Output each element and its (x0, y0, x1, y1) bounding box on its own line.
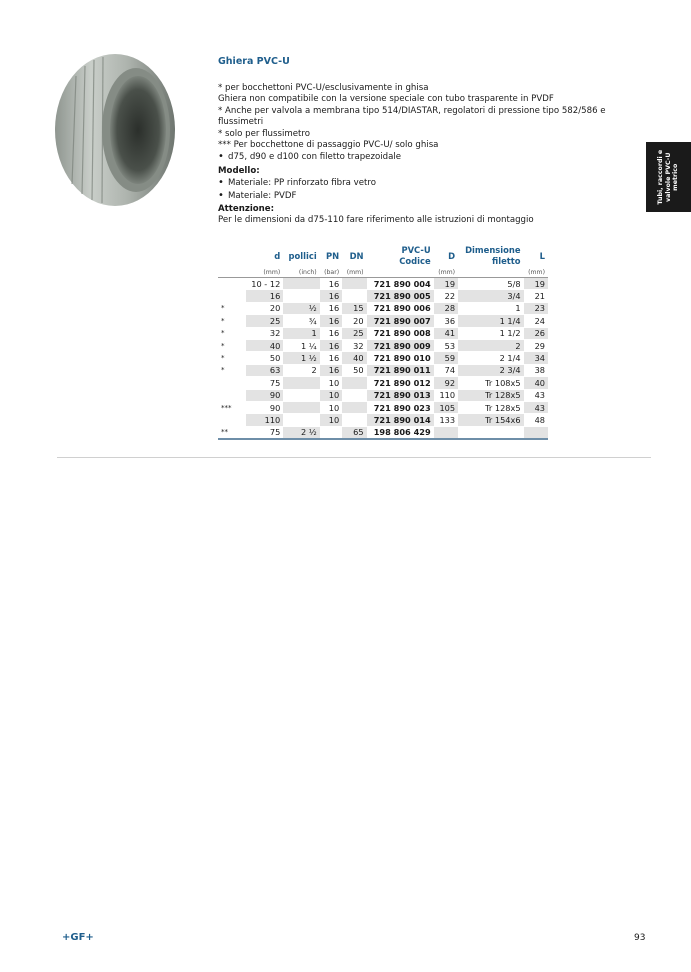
cell-code: 198 806 429 (373, 427, 431, 438)
attention-text: Per le dimensioni da d75-110 fare riferimento alle istruzioni di montaggio (218, 215, 534, 226)
cell-mark (218, 278, 246, 290)
cell-d: 50 (269, 353, 281, 364)
cell-inch (283, 278, 319, 290)
cell-d: 90 (269, 402, 281, 413)
cell-D: 22 (444, 291, 456, 302)
cell-L: 34 (524, 352, 548, 364)
cell-D: 110 (439, 390, 456, 401)
cell-inch: ½ (283, 302, 319, 314)
cell-thread: 2 3/4 (458, 364, 523, 376)
cell-code: 721 890 009 (367, 339, 434, 351)
spec-table (218, 245, 548, 440)
cell-dn (342, 401, 366, 413)
cell-dn: 25 (342, 327, 366, 339)
cell-pn: 16 (328, 278, 340, 289)
cell-dn (342, 389, 366, 401)
cell-dn: 65 (342, 426, 366, 439)
product-title: Ghiera PVC-U (218, 56, 290, 67)
cell-thread: 1 1/4 (458, 315, 523, 327)
cell-thread: 1 1/2 (499, 328, 521, 339)
cell-thread: 2 1/4 (499, 353, 521, 364)
cell-thread: 3/4 (458, 290, 523, 302)
cell-mark: *** (221, 403, 232, 412)
cell-code: 721 890 008 (373, 328, 431, 339)
cell-d: 90 (246, 389, 283, 401)
cell-dn: 32 (353, 340, 364, 351)
cell-dn: 15 (342, 302, 366, 314)
cell-inch (283, 414, 319, 426)
col-L: L (539, 251, 545, 261)
cell-D: 74 (444, 365, 456, 376)
cell-d: 40 (246, 339, 283, 351)
cell-mark (218, 377, 246, 389)
cell-pn: 16 (320, 290, 342, 302)
cell-mark: * (221, 316, 225, 325)
cell-d: 32 (269, 328, 281, 339)
table-row (218, 401, 548, 413)
cell-inch (283, 290, 319, 302)
unit: (mm) (346, 268, 364, 276)
col-d: d (274, 251, 281, 261)
note-line: *** Per bocchettone di passaggio PVC-U/ solo ghisa (218, 140, 439, 151)
cell-D: 92 (434, 377, 458, 389)
cell-d: 16 (246, 290, 283, 302)
unit: (mm) (528, 268, 545, 276)
cell-code: 721 890 011 (367, 364, 434, 376)
cell-D: 105 (434, 401, 458, 413)
cell-pn: 10 (328, 377, 340, 388)
cell-thread: 1 (515, 303, 521, 314)
table-row (218, 426, 548, 439)
cell-mark: * (221, 354, 225, 363)
gf-logo: +GF+ (62, 932, 94, 943)
cell-D: 53 (444, 340, 456, 351)
table-row (218, 278, 548, 290)
col-dn: DN (349, 251, 364, 261)
table-row (218, 327, 548, 339)
cell-dn: 40 (342, 352, 366, 364)
cell-pn: 16 (328, 353, 340, 364)
cell-dn (342, 377, 366, 389)
cell-L: 21 (534, 291, 545, 302)
units-row (218, 267, 548, 278)
cell-D: 59 (434, 352, 458, 364)
cell-thread: 2 (458, 339, 523, 351)
cell-mark (218, 414, 246, 426)
cell-L: 43 (524, 401, 548, 413)
note-line: * Anche per valvola a membrana tipo 514/DIASTAR, regolatori di pressione tipo 582/586 e (218, 105, 606, 116)
section-side-tab[interactable] (646, 142, 691, 212)
cell-L: 23 (524, 302, 548, 314)
cell-L: 48 (534, 414, 545, 425)
cell-pn: 16 (320, 339, 342, 351)
col-D: D (448, 251, 456, 261)
cell-d: 63 (246, 364, 283, 376)
cell-d: 110 (246, 414, 283, 426)
cell-dn: 20 (353, 315, 364, 326)
cell-thread: Tr 128x5 (485, 402, 521, 413)
cell-d: 10 - 12 (251, 278, 281, 289)
cell-dn (342, 278, 366, 290)
cell-dn: 50 (353, 365, 364, 376)
col-code: PVC-U Codice (399, 245, 431, 266)
model-item: • Materiale: PP rinforzato fibra vetro (218, 177, 638, 189)
cell-code: 721 890 023 (373, 402, 431, 413)
cell-code: 721 890 005 (367, 290, 434, 302)
table-row (218, 377, 548, 389)
cell-inch: 1 ¼ (300, 340, 317, 351)
cell-pn: 16 (320, 315, 342, 327)
section-divider (57, 457, 651, 458)
cell-code: 721 890 012 (373, 377, 431, 388)
cell-D: 133 (439, 414, 456, 425)
thread-bullet: • d75, d90 e d100 con filetto trapezoidale (218, 151, 638, 163)
header-row (218, 245, 548, 267)
note-line: * per bocchettoni PVC-U/esclusivamente in ghisa (218, 83, 429, 93)
table-row (218, 290, 548, 302)
cell-mark: * (221, 329, 225, 338)
cell-inch: 2 (311, 365, 317, 376)
cell-d: 20 (269, 303, 281, 314)
cell-L: 29 (534, 340, 545, 351)
cell-D: 36 (444, 315, 456, 326)
cell-thread (458, 426, 523, 439)
unit: (mm) (438, 268, 456, 276)
cell-pn: 10 (320, 389, 342, 401)
cell-L: 43 (534, 390, 545, 401)
cell-D: 41 (434, 327, 458, 339)
cell-code: 721 890 006 (373, 303, 431, 314)
cell-code: 721 890 014 (367, 414, 434, 426)
side-tab-label: Tubi, raccordi e valvole PVC-U metrico (657, 149, 680, 205)
col-pollici: pollici (288, 251, 317, 261)
col-thread: Dimensione filetto (465, 245, 521, 266)
cell-d: 75 (269, 377, 281, 388)
table-row (218, 364, 548, 376)
cell-L: 40 (524, 377, 548, 389)
model-item: • Materiale: PVDF (218, 190, 638, 202)
cell-inch (283, 401, 319, 413)
note-line: * solo per flussimetro (218, 128, 310, 139)
cell-dn (342, 290, 366, 302)
table-row (218, 352, 548, 364)
cell-dn (342, 414, 366, 426)
unit: (mm) (263, 268, 281, 276)
product-notes (218, 83, 638, 227)
cell-d: 75 (269, 427, 281, 438)
cell-L: 24 (534, 315, 545, 326)
cell-inch: 1 ½ (283, 352, 319, 364)
cell-pn: 16 (328, 328, 340, 339)
cell-pn: 10 (328, 402, 340, 413)
cell-L: 38 (534, 365, 545, 376)
cell-L (524, 426, 548, 439)
cell-mark (218, 290, 246, 302)
unit (367, 267, 434, 278)
cell-code: 721 890 013 (367, 389, 434, 401)
table-row (218, 302, 548, 314)
cell-mark: ** (221, 428, 228, 437)
cell-pn: 16 (320, 364, 342, 376)
table-row (218, 315, 548, 327)
unit (458, 267, 523, 278)
cell-inch: 1 (283, 327, 319, 339)
page-number: 93 (634, 933, 646, 943)
cell-inch: 2 ½ (283, 426, 319, 439)
cell-pn: 10 (320, 414, 342, 426)
cell-D (434, 426, 458, 439)
table-row (218, 389, 548, 401)
note-line: flussimetri (218, 117, 264, 128)
cell-thread: Tr 108x5 (485, 377, 521, 388)
attention-heading: Attenzione: (218, 204, 275, 215)
unit: (bar) (324, 268, 340, 276)
table-row (218, 414, 548, 426)
unit: (inch) (298, 268, 317, 276)
union-nut-photo (52, 52, 178, 208)
cell-code: 721 890 004 (373, 278, 431, 289)
cell-L: 19 (524, 278, 548, 290)
cell-mark: * (221, 366, 225, 375)
cell-inch (283, 389, 319, 401)
cell-L: 26 (524, 327, 548, 339)
cell-mark: * (221, 304, 225, 313)
cell-code: 721 890 007 (367, 315, 434, 327)
cell-d: 25 (246, 315, 283, 327)
note-line: Ghiera non compatibile con la versione speciale con tubo trasparente in PVDF (218, 94, 554, 105)
cell-pn: 16 (328, 303, 340, 314)
cell-D: 19 (434, 278, 458, 290)
model-heading: Modello: (218, 165, 260, 176)
cell-mark: * (221, 341, 225, 350)
cell-thread: Tr 128x5 (458, 389, 523, 401)
table-row (218, 339, 548, 351)
cell-thread: Tr 154x6 (458, 414, 523, 426)
cell-inch (283, 377, 319, 389)
cell-pn (320, 426, 342, 439)
cell-inch: ¾ (308, 315, 317, 326)
cell-thread: 5/8 (507, 278, 521, 289)
cell-D: 28 (434, 302, 458, 314)
cell-code: 721 890 010 (373, 353, 431, 364)
cell-mark (218, 389, 246, 401)
col-pn: PN (326, 251, 340, 261)
